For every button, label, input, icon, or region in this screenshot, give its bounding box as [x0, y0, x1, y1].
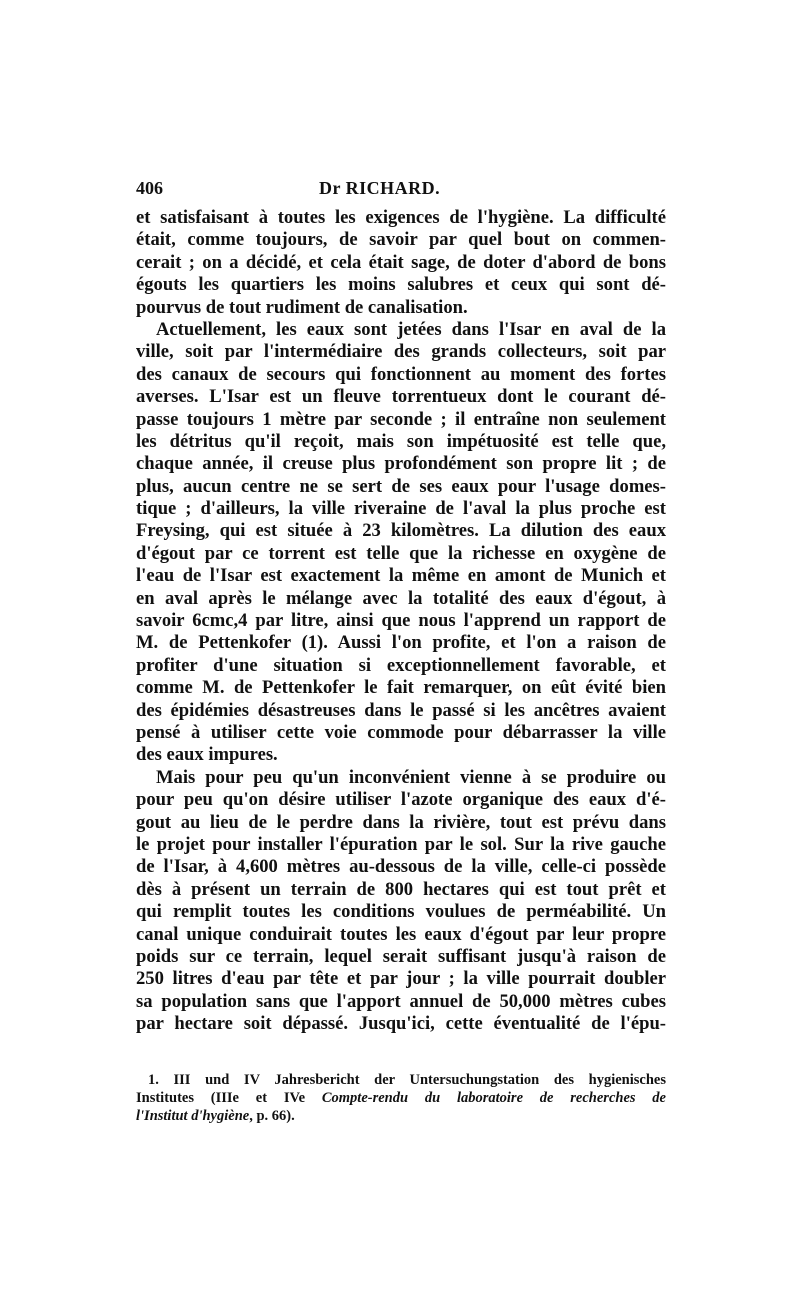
text-line: de l'Isar, à 4,600 mètres au-dessous de la ville, celle-ci possède	[136, 856, 666, 878]
text-line: Mais pour peu qu'un inconvénient vienne à se produire ou	[156, 766, 666, 788]
running-title: Dr RICHARD.	[319, 178, 441, 198]
text-line: ville, soit par l'intermédiaire des grands collecteurs, soit par	[136, 341, 666, 363]
text-line: profiter d'une situation si exceptionnellement favorable, et	[136, 654, 666, 676]
page-number: 406	[136, 178, 163, 198]
text-line: Freysing, qui est située à 23 kilomètres. La dilution des eaux	[136, 520, 666, 542]
footnote-line	[136, 1107, 666, 1125]
text-line: passe toujours 1 mètre par seconde ; il entraîne non seulement	[136, 408, 666, 430]
text-line: Actuellement, les eaux sont jetées dans l'Isar en aval de la	[156, 318, 666, 340]
text-line: était, comme toujours, de savoir par quel bout on commen-	[136, 229, 666, 251]
text-line: en aval après le mélange avec la totalité des eaux d'égout, à	[136, 587, 666, 609]
body-text	[136, 207, 666, 1035]
footnote-line: 1. III und IV Jahresbericht der Untersuchungstation des hygienisches	[148, 1072, 666, 1088]
text-line: d'égout par ce torrent est telle que la richesse en oxygène de	[136, 542, 666, 564]
text-line: cerait ; on a décidé, et cela était sage, de doter d'abord de bons	[136, 251, 666, 273]
text-line: averses. L'Isar est un fleuve torrentueux dont le courant dé-	[136, 386, 666, 408]
text-line: des épidémies désastreuses dans le passé si les ancêtres avaient	[136, 699, 666, 721]
text-line: des canaux de secours qui fonctionnent au moment des fortes	[136, 363, 666, 385]
text-line: 250 litres d'eau par tête et par jour ; la ville pourrait doubler	[136, 968, 666, 990]
text-line: pourvus de tout rudiment de canalisation.	[136, 296, 468, 318]
text-line: savoir 6cmc,4 par litre, ainsi que nous l'apprend un rapport de	[136, 610, 666, 632]
text-line: poids sur ce terrain, lequel serait suffisant jusqu'à raison de	[136, 945, 666, 967]
footnote-text: , p. 66).	[249, 1108, 295, 1124]
text-line: qui remplit toutes les conditions voulues de perméabilité. Un	[136, 901, 666, 923]
text-line: les détritus qu'il reçoit, mais son impétuosité est telle que,	[136, 430, 666, 452]
running-head	[136, 178, 666, 202]
text-line: gout au lieu de le perdre dans la rivière, tout est prévu dans	[136, 811, 666, 833]
text-line: le projet pour installer l'épuration par le sol. Sur la rive gauche	[136, 833, 666, 855]
text-line: canal unique conduirait toutes les eaux d'égout par leur propre	[136, 923, 666, 945]
footnote-text: Institutes (IIIe et IVe	[136, 1090, 322, 1106]
text-line: et satisfaisant à toutes les exigences de l'hygiène. La difficulté	[136, 207, 666, 228]
footnote-italic-text: Compte-rendu du laboratoire de recherches de	[321, 1090, 666, 1106]
text-line: pensé à utiliser cette voie commode pour débarrasser la ville	[136, 721, 666, 743]
text-line: pour peu qu'on désire utiliser l'azote organique des eaux d'é-	[136, 789, 666, 811]
text-line: par hectare soit dépassé. Jusqu'ici, cette éventualité de l'épu-	[136, 1013, 666, 1035]
text-line: dès à présent un terrain de 800 hectares qui est tout prêt et	[136, 878, 666, 900]
text-line: chaque année, il creuse plus profondément son propre lit ; de	[136, 453, 666, 475]
footnote-italic-text: l'Institut d'hygiène	[136, 1108, 250, 1124]
text-line: sa population sans que l'apport annuel de 50,000 mètres cubes	[136, 990, 666, 1012]
text-line: plus, aucun centre ne se sert de ses eaux pour l'usage domes-	[136, 475, 666, 497]
footnote	[136, 1071, 666, 1125]
text-line: comme M. de Pettenkofer le fait remarquer, on eût évité bien	[136, 677, 666, 699]
footnote-line	[136, 1089, 666, 1107]
text-line: l'eau de l'Isar est exactement la même en amont de Munich et	[136, 565, 666, 587]
text-line: M. de Pettenkofer (1). Aussi l'on profite, et l'on a raison de	[136, 632, 666, 654]
text-line: tique ; d'ailleurs, la ville riveraine de l'aval la plus proche est	[136, 498, 666, 520]
text-line: des eaux impures.	[136, 744, 278, 766]
text-line: égouts les quartiers les moins salubres et ceux qui sont dé-	[136, 274, 666, 296]
